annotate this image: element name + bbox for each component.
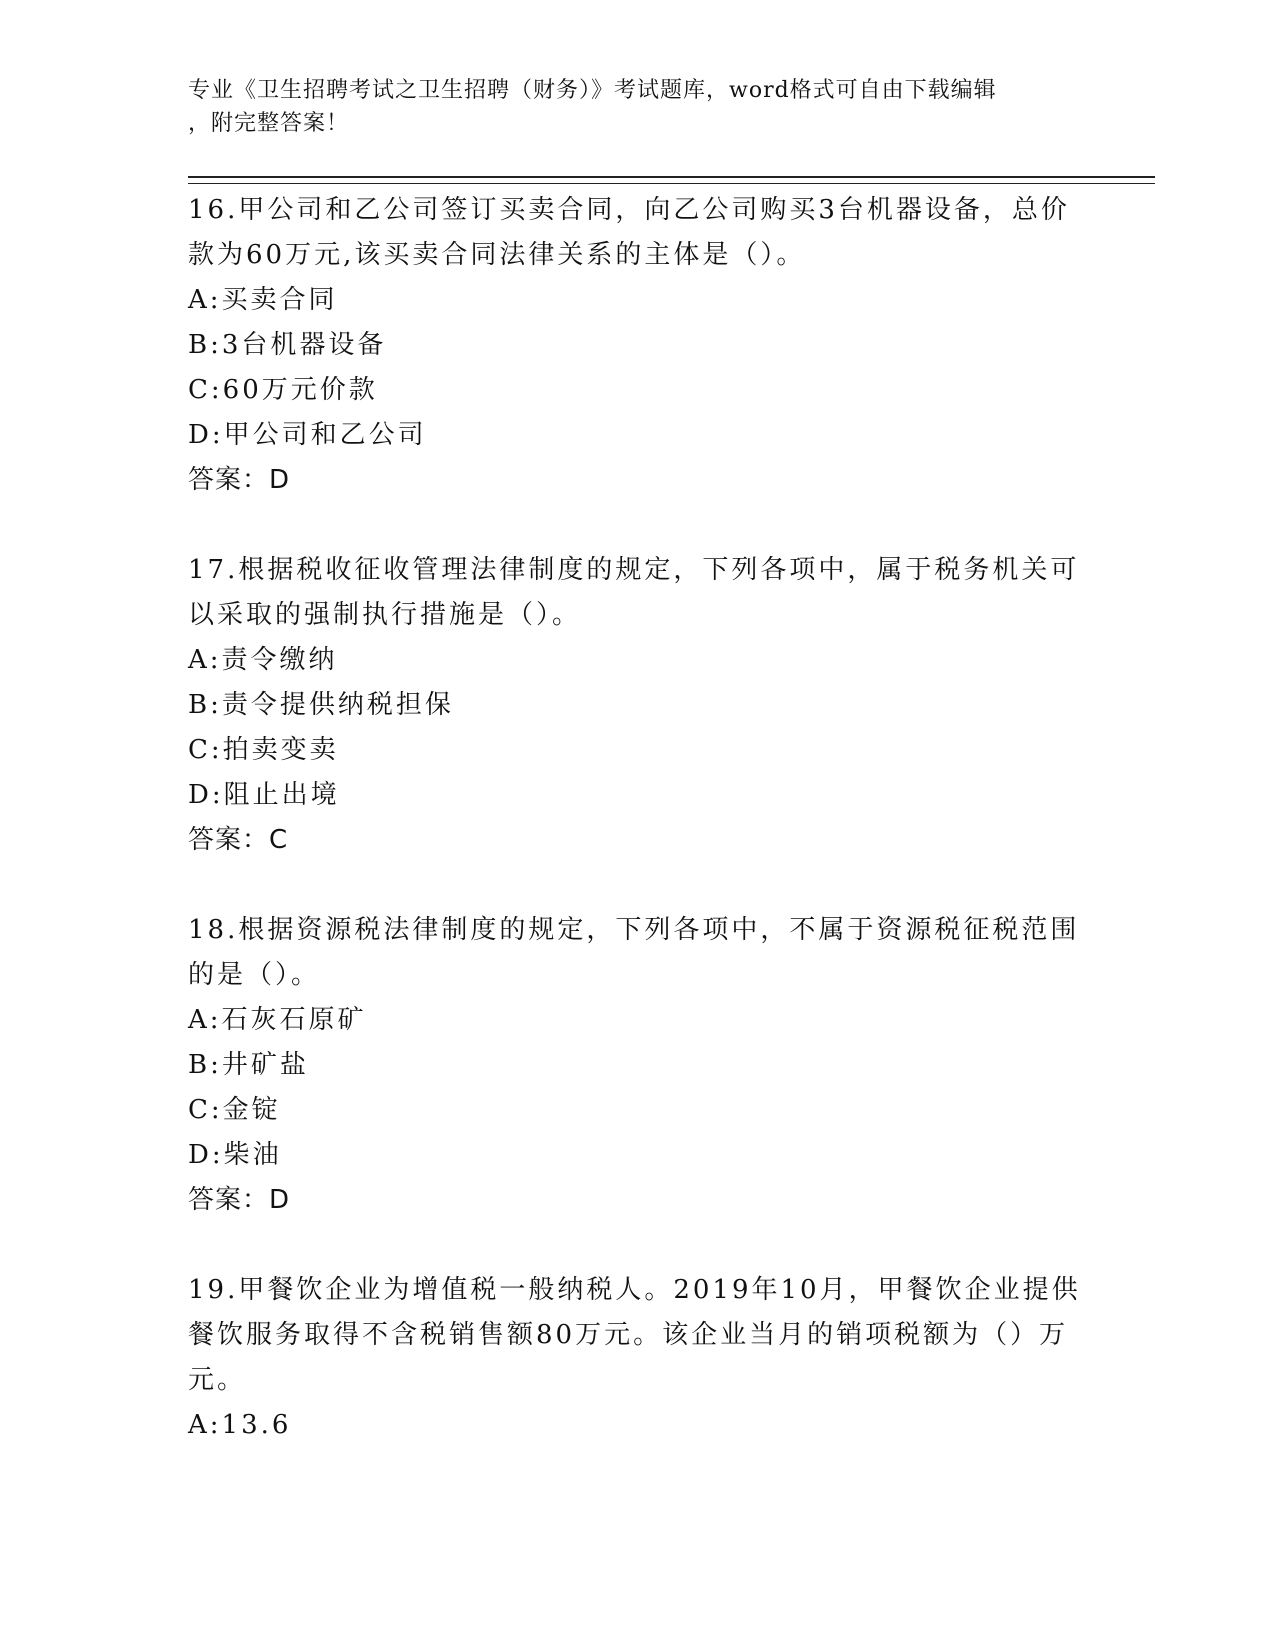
question-18 [188, 908, 1088, 1223]
question-16 [188, 188, 1088, 503]
option-a: A:责令缴纳 [188, 645, 338, 675]
header-rule-thin [188, 183, 1155, 184]
question-stem: 18.根据资源税法律制度的规定，下列各项中，不属于资源税征税范围的是（）。 [188, 915, 1080, 990]
document-header [188, 74, 1088, 140]
header-line-1: 专业《卫生招聘考试之卫生招聘（财务）》考试题库，word格式可自由下载编辑 [188, 78, 997, 103]
header-rule-thick [188, 176, 1155, 178]
option-a: A:石灰石原矿 [188, 1005, 367, 1035]
spacer [188, 1223, 1088, 1268]
spacer [188, 863, 1088, 908]
question-list [188, 188, 1088, 1448]
question-stem: 16.甲公司和乙公司签订买卖合同，向乙公司购买3台机器设备，总价款为60万元,该买卖合同法律关系的主体是（）。 [188, 195, 1070, 270]
option-b: B:责令提供纳税担保 [188, 690, 454, 720]
question-19 [188, 1268, 1088, 1448]
spacer [188, 503, 1088, 548]
question-stem: 19.甲餐饮企业为增值税一般纳税人。2019年10月，甲餐饮企业提供餐饮服务取得不含税销售额80万元。该企业当月的销项税额为（）万元。 [188, 1275, 1081, 1395]
header-line-2: ，附完整答案！ [188, 111, 350, 136]
option-d: D:柴油 [188, 1140, 282, 1170]
question-17 [188, 548, 1088, 863]
answer-line: 答案：D [188, 465, 291, 495]
option-a: A:买卖合同 [188, 285, 338, 315]
option-b: B:井矿盐 [188, 1050, 309, 1080]
option-c: C:金锭 [188, 1095, 281, 1125]
answer-line: 答案：C [188, 825, 289, 855]
option-a: A:13.6 [188, 1410, 292, 1440]
option-d: D:甲公司和乙公司 [188, 420, 427, 450]
option-b: B:3台机器设备 [188, 330, 387, 360]
answer-line: 答案：D [188, 1185, 291, 1215]
option-c: C:拍卖变卖 [188, 735, 339, 765]
question-stem: 17.根据税收征收管理法律制度的规定，下列各项中，属于税务机关可以采取的强制执行措施是（）。 [188, 555, 1080, 630]
option-d: D:阻止出境 [188, 780, 340, 810]
option-c: C:60万元价款 [188, 375, 378, 405]
